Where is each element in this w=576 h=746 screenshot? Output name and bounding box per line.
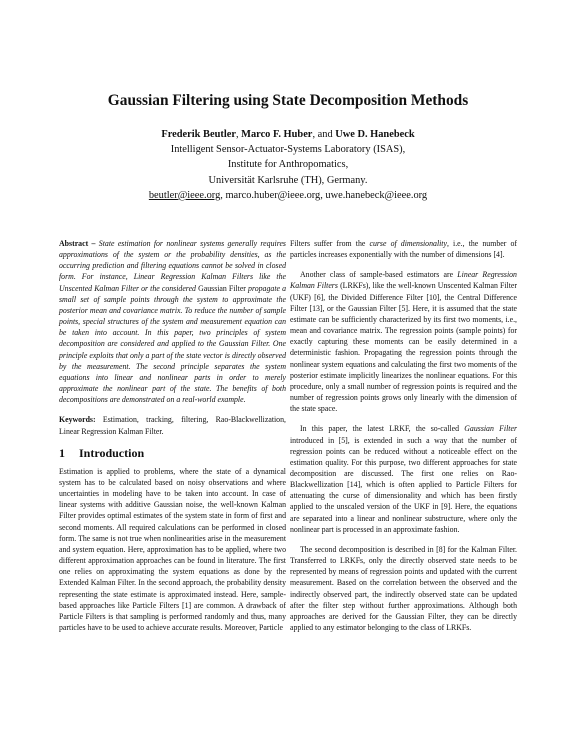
- body-text: , i.e., the number of particles increases exponentially with the number of dimensions [4].: [290, 239, 517, 260]
- abstract-text: propagate a small set of sample points through the system to approximate the posterior mean and covariance matrix. To reduce the number of sample points, special structures of the system and measurement equation can be taken into account. In this paper, two principles of system decomposition are considered and applied to the Gaussian Filter. One principle exploits that only a part of the state vector is directly observed by the measurement. The second principle separates the system equations into linear and nonlinear parts in order to merely approximate the nonlinear part of the state. The benefits of both decompositions are demonstrated on a real-world example.: [59, 283, 287, 405]
- section-heading: [59, 445, 286, 460]
- emphasis-text: Gaussian Filter: [464, 424, 518, 434]
- section-title: Introduction: [79, 445, 145, 460]
- abstract: [59, 238, 286, 405]
- abstract-text: Gaussian Filter: [198, 283, 246, 293]
- author-block: [0, 127, 576, 203]
- left-column: [59, 238, 286, 633]
- body-paragraph: [290, 423, 517, 535]
- body-text: introduced in [5], is extended in such a way that the number of regression points can be reduced without a noticeable effect on the estimation quality. For this purpose, two different approaches for state decomposition are discussed. The first one relies on Rao-Blackwellization [14], which is often applied to Particle Filters for attenuating the curse of dimensionality and which has been firstly applied to the unscaled version of the UKF in [9]. Here, the equations are separated into a linear and nonlinear substructure, where only the nonlinear part is processed in an approximate fashion.: [290, 435, 517, 534]
- body-text: (LRKFs), like the well-known Unscented Kalman Filter (UKF) [6], the Divided Difference Filter [10], the Central Difference Filter [13], or the Gaussian Filter [5]. Here, it is assumed that the state estimate can be sufficiently characterized by its first two moments, i.e., mean and covariance matrix. The regression points (sample points) for exactly capturing these moments can be easily determined in a deterministic fashion. Propagating the regression points through the nonlinear system equations and calculating the first two moments of the posterior estimate implicitly linearizes the nonlinear equations. For this procedure, only a small number of regression points is required and the number of regression points grows only linearly with the dimension of the state space.: [290, 281, 518, 414]
- body-paragraph: [290, 269, 517, 414]
- keywords-text: Estimation, tracking, filtering, Rao-Blackwellization, Linear Regression Kalman Filter.: [59, 415, 286, 436]
- emphasis-text: Linear Regression Kalman Filters: [290, 270, 517, 291]
- author-name: Marco F. Huber: [241, 129, 313, 140]
- author-name: Uwe D. Hanebeck: [335, 129, 415, 140]
- author-line: [0, 127, 576, 142]
- affiliation-line: Institute for Anthropomatics,: [227, 159, 349, 171]
- author-separator: , and: [312, 129, 336, 140]
- paper-title: Gaussian Filtering using State Decomposition Methods: [107, 92, 469, 109]
- email-link[interactable]: beutler@ieee.org: [148, 189, 221, 201]
- body-paragraph: The second decomposition is described in [8] for the Kalman Filter. Transferred to LRKFs, only the directly observed state needs to be represented by means of regression points and updated with the current measurement. Based on the correlation between the observed and the indirectly observed part, the indirectly observed state can be updated after the filter step without further approximations. Although both approaches are derived for the Gaussian Filter, they can be directly applied to any estimator belonging to the class of LRKFs.: [290, 544, 517, 632]
- affiliation-line: Intelligent Sensor-Actuator-Systems Laboratory (ISAS),: [170, 144, 406, 156]
- author-separator: ,: [235, 129, 242, 140]
- keywords: [59, 414, 286, 436]
- body-text: Another class of sample-based estimators are: [300, 270, 458, 280]
- email-line: [0, 188, 576, 203]
- keywords-label: Keywords:: [59, 415, 96, 425]
- email-list: , marco.huber@ieee.org, uwe.hanebeck@ieee.org: [220, 189, 428, 201]
- author-name: Frederik Beutler: [161, 129, 236, 140]
- affiliation-line: Universität Karlsruhe (TH), Germany.: [208, 174, 368, 186]
- right-column: [290, 238, 517, 633]
- abstract-label: Abstract –: [59, 239, 96, 248]
- body-text: In this paper, the latest LRKF, the so-called: [300, 424, 465, 434]
- section-number: 1: [59, 445, 65, 460]
- body-paragraph: [290, 238, 517, 260]
- emphasis-text: curse of dimensionality: [369, 239, 447, 248]
- body-text: Filters suffer from the: [290, 239, 370, 248]
- abstract-text: State estimation for nonlinear systems generally requires approximations of the system or the probability densities, as the occurring prediction and filtering equations cannot be solved in closed form. For instance, Linear Regression Kalman Filters like the Unscented Kalman Filter or the considered: [59, 239, 286, 293]
- body-paragraph: Estimation is applied to problems, where the state of a dynamical system has to be calculated based on noisy observations and where uncertainties in modeling have to be taken into account. In case of linear systems with additive Gaussian noise, the well-known Kalman Filter provides optimal estimates of the system state in form of first and second moments. All required calculations can be performed in closed form. The same is not true when nonlinearities arise in the measurement and system equation. Here, approximation has to be applied, where two different approximation approaches can be found in literature. The first one relies on approximating the system equations as done by the Extended Kalman Filter. In the second approach, the probability density representing the state estimate is approximated instead. Here, sample-based approaches like Particle Filters [1] are common. A drawback of Particle Filters is that sampling is performed randomly and thus, many particles have to be used to achieve accurate results. Moreover, Particle: [59, 466, 286, 632]
